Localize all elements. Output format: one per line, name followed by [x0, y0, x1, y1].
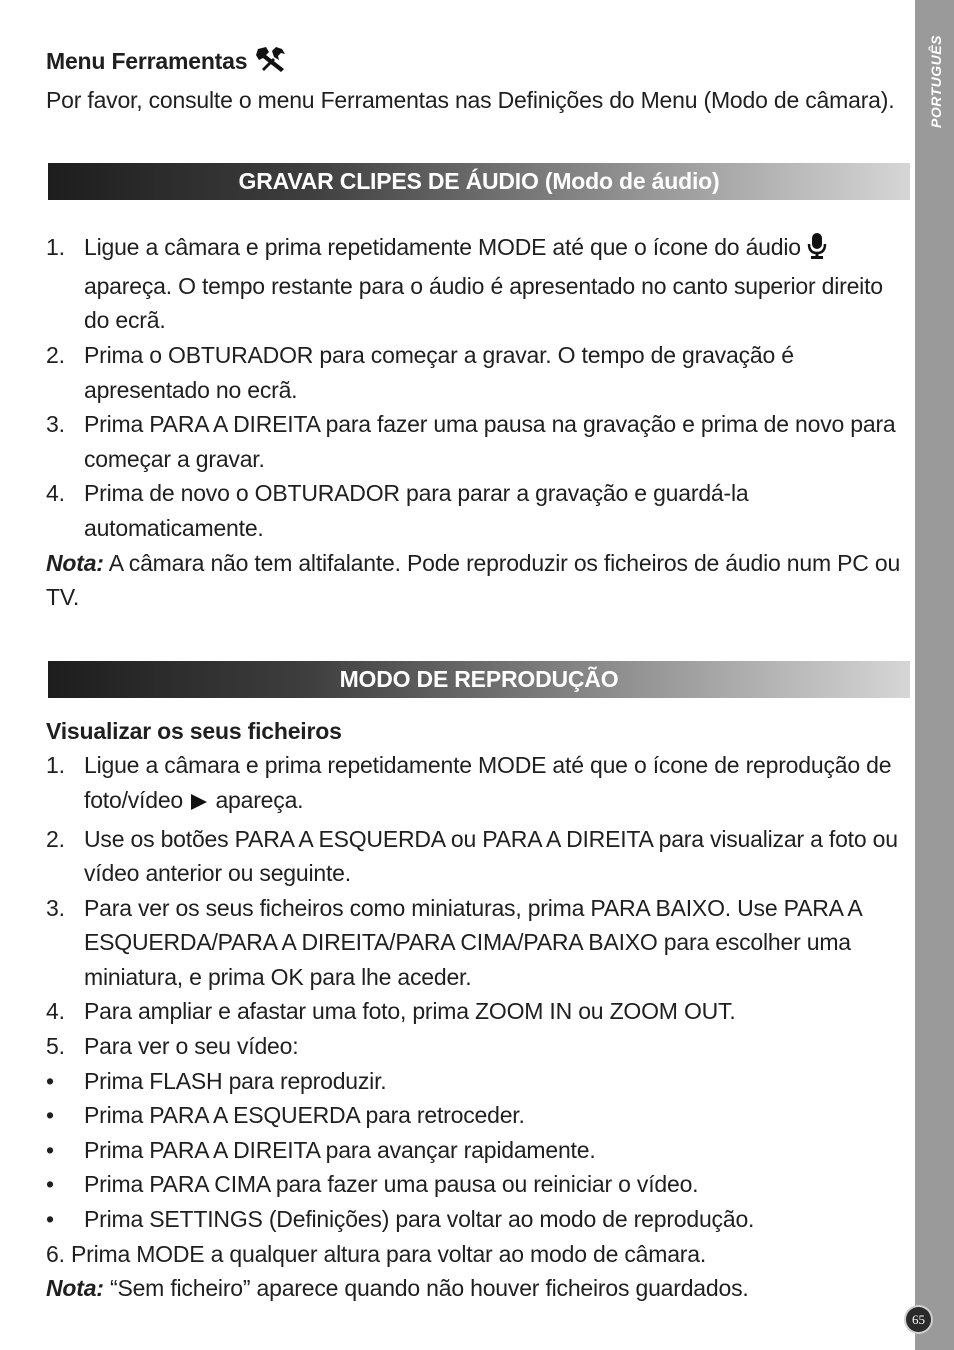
list-item: • Prima PARA CIMA para fazer uma pausa ou reiniciar o vídeo.: [46, 1171, 699, 1198]
list-item: • Prima SETTINGS (Definições) para voltar ao modo de reprodução.: [46, 1206, 755, 1233]
playback-section-header: MODO DE REPRODUÇÃO: [48, 661, 910, 698]
page-number: 65: [906, 1307, 931, 1332]
page-content: [46, 44, 910, 1306]
list-item: • Prima FLASH para reproduzir.: [46, 1067, 387, 1094]
playback-steps: [46, 748, 910, 1063]
list-item: 5. Para ver o seu vídeo:: [46, 1033, 299, 1060]
playback-bullets: [46, 1064, 910, 1237]
list-item: • Prima PARA A DIREITA para avançar rapidamente.: [46, 1136, 596, 1163]
list-item: 3. Prima PARA A DIREITA para fazer uma pausa na gravação e prima de novo para começar a gravar.: [46, 411, 896, 472]
list-item: 1. Ligue a câmara e prima repetidamente MODE até que o ícone do áudio apareça. O tempo restante para o áudio é apresentado no canto superior direito do ecrã.: [46, 234, 883, 334]
wrench-screwdriver-icon: [254, 45, 288, 83]
playback-subtitle: Visualizar os seus ficheiros: [46, 717, 342, 744]
playback-note: Nota: “Sem ficheiro” aparece quando não houver ficheiros guardados.: [46, 1275, 749, 1302]
microphone-icon: [807, 233, 827, 269]
tools-menu-title: Menu Ferramentas: [46, 44, 910, 83]
list-item: 4. Para ampliar e afastar uma foto, prima ZOOM IN ou ZOOM OUT.: [46, 998, 736, 1025]
language-side-tab: [915, 0, 954, 1350]
list-item: 3. Para ver os seus ficheiros como miniaturas, prima PARA BAIXO. Use PARA A ESQUERDA/PARA A DIREITA/PARA CIMA/PARA BAIXO para escolher uma miniatura, e prima OK para lhe aceder.: [46, 894, 862, 990]
list-item: 1. Ligue a câmara e prima repetidamente MODE até que o ícone de reprodução de foto/vídeo apareça.: [46, 748, 910, 821]
audio-note: Nota: A câmara não tem altifalante. Pode reproduzir os ficheiros de áudio num PC ou TV.: [46, 549, 901, 611]
play-triangle-icon: [189, 787, 209, 822]
list-item: 2. Use os botões PARA A ESQUERDA ou PARA A DIREITA para visualizar a foto ou vídeo anterior ou seguinte.: [46, 825, 898, 887]
list-item: 2. Prima o OBTURADOR para começar a gravar. O tempo de gravação é apresentado no ecrã.: [46, 341, 794, 403]
list-item: 4. Prima de novo o OBTURADOR para parar a gravação e guardá-la automaticamente.: [46, 480, 749, 541]
playback-step-6: 6. Prima MODE a qualquer altura para voltar ao modo de câmara.: [46, 1240, 707, 1267]
audio-section-header: GRAVAR CLIPES DE ÁUDIO (Modo de áudio): [48, 163, 910, 200]
audio-steps: [46, 230, 910, 545]
list-item: • Prima PARA A ESQUERDA para retroceder.: [46, 1102, 525, 1129]
tools-menu-text: Por favor, consulte o menu Ferramentas nas Definições do Menu (Modo de câmara).: [46, 86, 895, 113]
